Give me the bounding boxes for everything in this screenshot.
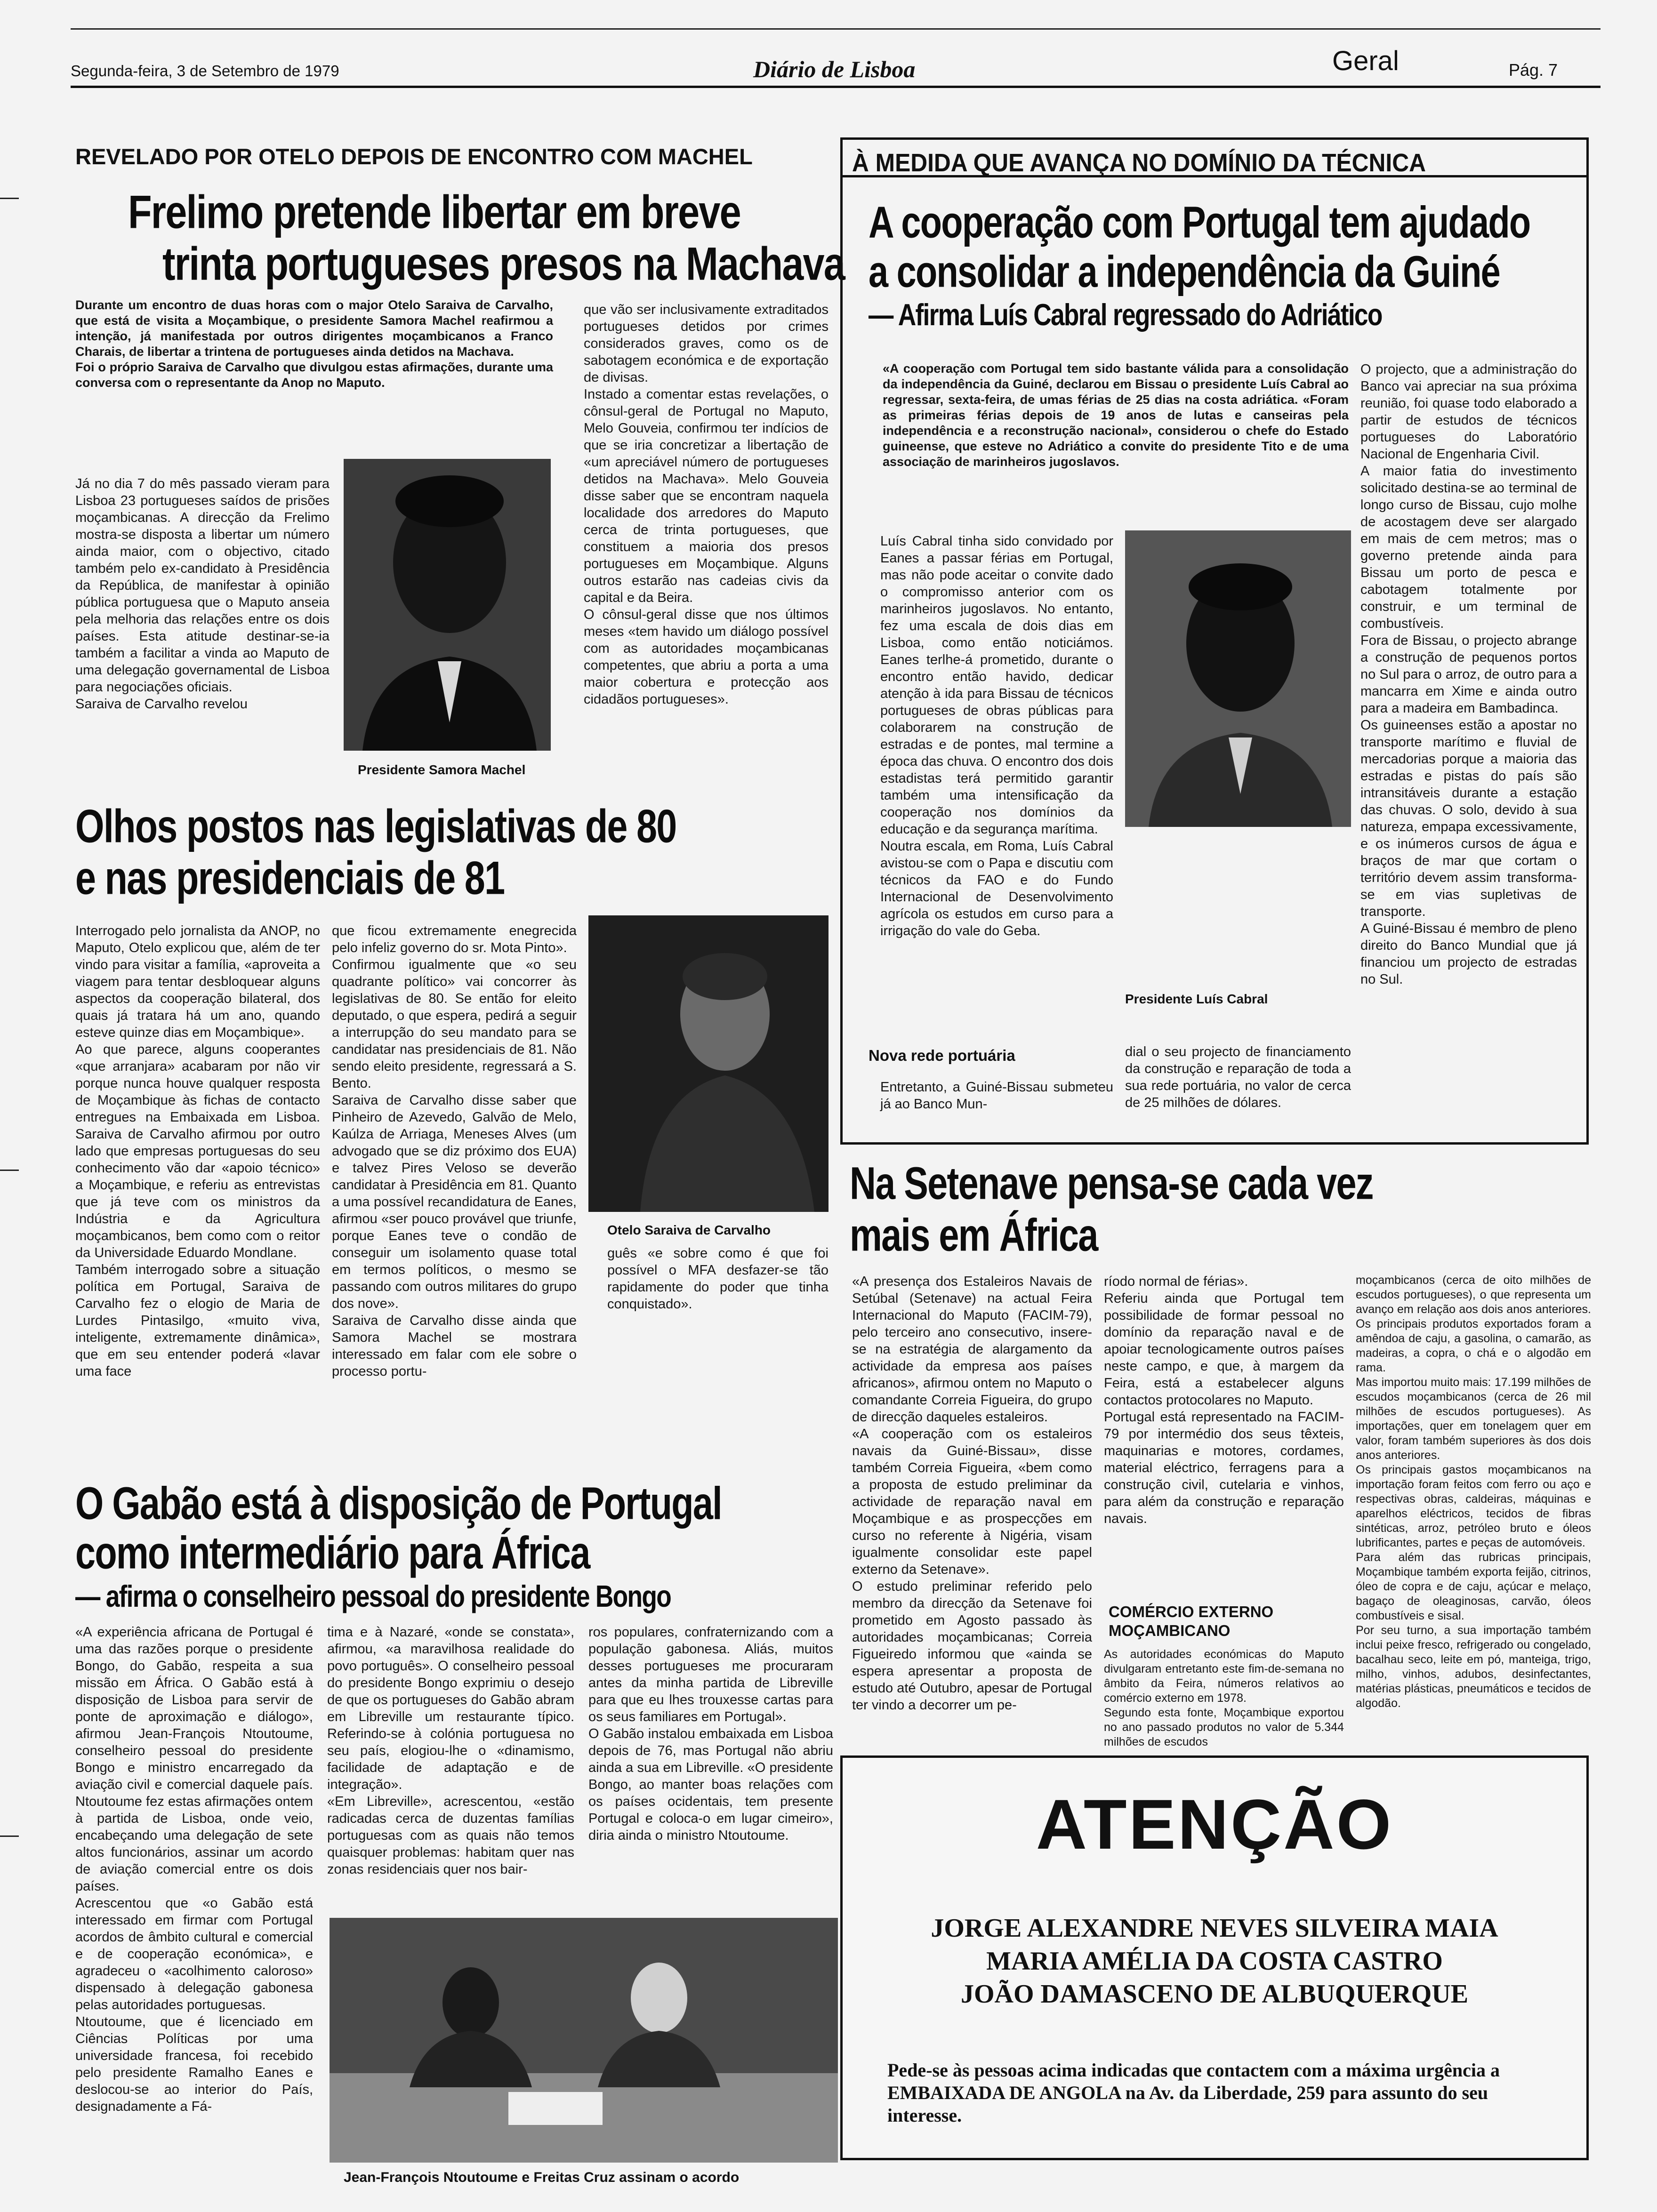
- binding-mark: [0, 198, 19, 199]
- masthead: Diário de Lisboa: [753, 56, 916, 82]
- article-setenave: [843, 1148, 1596, 1748]
- column-3: ros populares, confraternizando com a população gabonesa. Aliás, muitos desses portugueses me procuraram antes da minha partida de Libreville para que eu lhes trouxesse cartas para os seus familiares em Portugal». O Gabão instalou embaixada em Lisboa depois de 76, mas Portugal não abriu ainda a sua em Libreville. «O presidente Bongo, ao manter boas relações com os países ocidentais, tem presente Portugal e coloca-o em lugar cimeiro», diria ainda o ministro Ntoutoume.: [588, 1625, 833, 1843]
- subhead-nova-rede: Nova rede portuária: [869, 1047, 1015, 1064]
- notice-box: [840, 1755, 1589, 2160]
- lead-paragraph: Durante um encontro de duas horas com o major Otelo Saraiva de Carvalho, que está de visita a Moçambique, o presidente Samora Machel reafirmou a intenção, já manifestada por outros dirigentes moçambicanos a Franco Charais, de libertar a trintena de portugueses ainda detidos na Machava. Foi o próprio Saraiva de Carvalho que divulgou estas afirmações, durante uma conversa com o representante da Anop no Maputo.: [75, 298, 553, 390]
- headline-line2: como intermediário para África: [75, 1528, 590, 1579]
- photo-caption: Otelo Saraiva de Carvalho: [607, 1223, 771, 1237]
- article-frelimo: [0, 0, 845, 800]
- photo-luis-cabral: [1125, 530, 1351, 827]
- headline-line1: O Gabão está à disposição de Portugal: [75, 1478, 722, 1530]
- column-1: Já no dia 7 do mês passado vieram para Lisboa 23 portugueses saídos de prisões moçambicanas. A direcção da Frelimo mostra-se disposta a libertar um número ainda maior, com o objectivo, citado também pelo ex-candidato à Presidência da República, de manifestar à opinião pública portuguesa que o Maputo anseia pela melhoria das relações entre os dois países. Esta atitude destinar-se-ia também a facilitar a vinda ao Maputo de uma delegação governamental de Lisboa para negociações oficiais. Saraiva de Carvalho revelou: [75, 476, 330, 712]
- headline-line2: e nas presidenciais de 81: [75, 852, 505, 905]
- column-3: O projecto, que a administração do Banco vai apreciar na sua próxima reunião, foi quase todo elaborado a partir de estudos de técnicos portugueses do Laboratório Nacional de Engenharia Civil. A maior fatia do investimento solicitado destina-se ao terminal de longo curso de Bissau, cujo molhe de acostagem deve ser alargado em mais de cem metros; mas o governo pretende ainda para Bissau um porto de pesca e cabotagem totalmente por construir, e um terminal de combustíveis. Fora de Bissau, o projecto abrange a construção de pequenos portos no Sul para o arroz, de outro para a mancarra em Xime e ainda outro para a madeira em Bambadinca. Os guineenses estão a apostar no transporte marítimo e fluvial de mercadorias porque a maioria das estradas e pistas do país são intransitáveis durante a estação das chuvas. O solo, devido à sua natureza, empapa excessivamente, e os inúmeros cursos de água e braços de mar que cortam o território devem assim transforma-se em vias supletivas de transporte. A Guiné-Bissau é membro de pleno direito do Banco Mundial que já financiou um projecto de estradas no Sul.: [1360, 362, 1577, 987]
- column-3: moçambicanos (cerca de oito milhões de escudos portugueses), o que representa um avanço em relação aos dois anos anteriores. Os principais produtos exportados foram a amêndoa de caju, a gasolina, o camarão, as madeiras, a copra, o chá e o algodão em rama. Mas importou muito mais: 17.199 milhões de escudos moçambicanos (cerca de 26 mil milhões de escudos portugueses). As importações, quer em tonelagem quer em valor, foram também superiores às dos dois anos anteriores. Os principais gastos moçambicanos na importação foram feitos com ferro ou aço e respectivas obras, caldeiras, máquinas e aparelhos eléctricos, tecidos de fibras sintéticas, arroz, petróleo bruto e óleos lubrificantes, partes e peças de automóveis. Para além das rubricas principais, Moçambique também exporta feijão, citrinos, óleo de copra e de caju, açúcar e melaço, bagaço de oleaginosas, carvão, óleos combustíveis e sisal. Por seu turno, a sua importação também inclui peixe fresco, refrigerado ou congelado, bacalhau seco, leite em pó, manteiga, trigo, milho, vinhos, adubos, desinfectantes, matérias plásticas, pneumáticos e tecidos de algodão.: [1356, 1274, 1591, 1710]
- column-1: Interrogado pelo jornalista da ANOP, no Maputo, Otelo explicou que, além de ter vindo para visitar a família, «aproveita a viagem para tentar desbloquear alguns aspectos da cooperação bilateral, dos quais já tratara há um ano, quando esteve quinze dias em Moçambique». Ao que parece, alguns cooperantes «que arranjara» acabaram por não vir porque nunca houve qualquer resposta de Moçambique às fichas de contacto entregues na Embaixada em Lisboa. Saraiva de Carvalho afirmou por outro lado que empresas portuguesas do seu conhecimento vão dar «apoio técnico» a Moçambique, e referiu as entrevistas que já teve com os ministros da Indústria e da Agricultura moçambicanos, bem como com o reitor da Universidade Eduardo Mondlane. Também interrogado sobre a situação política em Portugal, Saraiva de Carvalho fez o elogio de Maria de Lurdes Pintasilgo, «muito viva, inteligente, extremamente dinâmica», que em seu entender poderá «lavar uma face: [75, 923, 320, 1379]
- headline-line1: Olhos postos nas legislativas de 80: [75, 801, 676, 853]
- notice-name-1: JORGE ALEXANDRE NEVES SILVEIRA MAIA: [931, 1914, 1498, 1943]
- column-1: «A presença dos Estaleiros Navais de Setúbal (Setenave) na actual Feira Internacional do Maputo (FACIM-79), pelo terceiro ano consecutivo, insere-se na estratégia de alargamento da actividade da empresa aos países africanos», afirmou ontem no Maputo o comandante Correia Figueira, do grupo de direcção daqueles estaleiros. «A cooperação com os estaleiros navais da Guiné-Bissau», disse também Correia Figueira, «bem como a proposta de estudo preliminar da actividade de reparação naval em Moçambique e as prospecções em curso no referente à Nigéria, visam igualmente consolidar este papel externo da Setenave». O estudo preliminar referido pelo membro da direcção da Setenave foi prometido em Agosto passado às autoridades moçambicanas; Correia Figueiredo informou que «ainda se espera apresentar a proposta de estudo até Outubro, apesar de Portugal ter vindo a decorrer um pe-: [852, 1274, 1092, 1713]
- column-2: que ficou extremamente enegrecida pelo infeliz governo do sr. Mota Pinto». Confirmou igualmente que «o seu quadrante político» vai concorrer às legislativas de 80. Se então for eleito deputado, o que espera, pedirá a seguir a interrupção do seu mandato para se candidatar nas presidenciais de 81. Não sendo eleito presidente, regressará a S. Bento. Saraiva de Carvalho disse saber que Pinheiro de Azevedo, Galvão de Melo, Kaúlza de Arriaga, Meneses Alves (um advogado que se diz próximo dos EUA) e talvez Pires Veloso se deverão candidatar à Presidência em 81. Quanto a uma possível recandidatura de Eanes, afirmou «ser pouco provável que triunfe, porque Eanes teve o condão de conseguir um isolamento quase total em termos políticos, o mesmo se passando com outros militares do grupo dos nove». Saraiva de Carvalho disse ainda que Samora Machel se mostrara interessado em falar com ele sobre o processo portu-: [332, 923, 577, 1379]
- photo-caption: Presidente Luís Cabral: [1125, 992, 1268, 1006]
- column-1b: Entretanto, a Guiné-Bissau submeteu já ao Banco Mun-: [880, 1080, 1113, 1112]
- photo-caption: Jean-François Ntoutoume e Freitas Cruz assinam o acordo: [344, 2170, 740, 2185]
- column-1: «A experiência africana de Portugal é uma das razões porque o presidente Bongo, do Gabão, respeita a sua missão em África. O Gabão está à disposição de Lisboa para servir de ponte de aproximação e diálogo», afirmou Jean-François Ntoutoume, conselheiro pessoal do presidente Bongo e ministro encarregado da aviação civil e comercial daquele país. Ntoutoume fez estas afirmações ontem à partida de Lisboa, onde veio, encabeçando uma delegação de sete altos funcionários, assinar um acordo de aviação comercial entre os dois países. Acrescentou que «o Gabão está interessado em firmar com Portugal acordos de âmbito cultural e comercial e de cooperação económica», e agradeceu o «acolhimento caloroso» dispensado à delegação gabonesa pelas autoridades portuguesas. Ntoutoume, que é licenciado em Ciências Políticas por uma universidade francesa, foi recebido pelo presidente Ramalho Eanes e deslocou-se ao interior do País, designadamente a Fá-: [75, 1625, 313, 2114]
- article-guine-box: [840, 137, 1589, 1145]
- column-3: guês «e sobre como é que foi possível o MFA desfazer-se tão rapidamente do poder que tinha conquistado».: [607, 1246, 828, 1312]
- subhead: — Afirma Luís Cabral regressado do Adriático: [869, 298, 1382, 332]
- notice-body: Pede-se às pessoas acima indicadas que contactem com a máxima urgência a EMBAIXADA DE ANGOLA na Av. da Liberdade, 259 para assunto do seu interesse.: [887, 2060, 1500, 2126]
- notice-name-2: MARIA AMÉLIA DA COSTA CASTRO: [986, 1947, 1443, 1976]
- section-label: Geral: [1332, 46, 1399, 76]
- kicker: À MEDIDA QUE AVANÇA NO DOMÍNIO DA TÉCNICA: [852, 149, 1426, 177]
- notice-title: ATENÇÃO: [1036, 1785, 1393, 1864]
- headline-line1: A cooperação com Portugal tem ajudado: [869, 197, 1530, 247]
- headline-line1: Na Setenave pensa-se cada vez: [850, 1158, 1373, 1210]
- column-2: tima e à Nazaré, «onde se constata», afirmou, «a maravilhosa realidade do povo português». O conselheiro pessoal do presidente Bongo exprimiu o desejo de que os portugueses do Gabão abram em Libreville um restaurante típico. Referindo-se à colónia portuguesa no seu país, elogiou-lhe o «dinamismo, facilidade de adaptação e de integração». «Em Libreville», acrescentou, «estão radicadas cerca de duzentas famílias portuguesas com as quais não temos quaisquer problemas: habitam quer nas zonas residenciais quer nos bair-: [327, 1625, 574, 1877]
- column-2b: dial o seu projecto de financiamento da construção e reparação de toda a sua rede portuária, no valor de cerca de 25 milhões de dólares.: [1125, 1044, 1351, 1110]
- subhead-comercio: COMÉRCIO EXTERNO MOÇAMBICANO: [1109, 1603, 1274, 1639]
- photo-caption: Presidente Samora Machel: [358, 762, 526, 777]
- article-gabao: [0, 1478, 838, 2193]
- headline-line2: a consolidar a independência da Guiné: [869, 246, 1500, 297]
- photo-signing: [330, 1918, 838, 2163]
- page-number: Pág. 7: [1509, 60, 1558, 80]
- binding-mark: [0, 1835, 19, 1837]
- column-2: ríodo normal de férias». Referiu ainda que Portugal tem possibilidade de formar pessoal no domínio da reparação naval e de apoiar tecnologicamente outros países neste campo, e que, à margem da Feira, está a estabelecer alguns contactos protocolares no Maputo. Portugal está representado na FACIM-79 por intermédio dos seus têxteis, maquinarias e motores, cordames, material eléctrico, ferragens para a construção civil, cutelaria e vinhos, para além da construção e reparação navais.: [1104, 1274, 1344, 1526]
- headline-line2: mais em África: [850, 1210, 1098, 1261]
- kicker: REVELADO POR OTELO DEPOIS DE ENCONTRO COM MACHEL: [75, 144, 753, 169]
- article-olhos-postos: [0, 800, 838, 1506]
- notice-name-3: JOÃO DAMASCENO DE ALBUQUERQUE: [960, 1980, 1469, 2009]
- header-date: Segunda-feira, 3 de Setembro de 1979: [71, 62, 339, 80]
- photo-samora-machel: [344, 459, 551, 751]
- column-1: Luís Cabral tinha sido convidado por Eanes a passar férias em Portugal, mas não pode aceitar o convite dado o compromisso anterior com os marinheiros jugoslavos. No entanto, fez uma escala de dois dias em Lisboa, como então noticiámos. Eanes terlhe-á prometido, durante o encontro então havido, dedicar atenção à ida para Bissau de técnicos portugueses de obras públicas para colaborarem na construção de estradas e de pontes, mal termine a época das chuva. O encontro dos dois estadistas terá permitido garantir também uma intensificação da cooperação nos domínios da educação e da segurança marítima. Noutra escala, em Roma, Luís Cabral avistou-se com o Papa e discutiu com técnicos da FAO e do Fundo Internacional de Desenvolvimento agrícola os estudos em curso para a irrigação do vale do Geba.: [880, 534, 1113, 938]
- photo-otelo: [588, 915, 828, 1212]
- binding-mark: [0, 1170, 19, 1171]
- subhead: — afirma o conselheiro pessoal do presidente Bongo: [75, 1579, 671, 1614]
- headline-line2: trinta portugueses presos na Machava: [162, 238, 845, 290]
- column-2: que vão ser inclusivamente extraditados portugueses detidos por crimes considerados graves, como os de sabotagem económica e de exportação de divisas. Instado a comentar estas revelações, o cônsul-geral de Portugal no Maputo, Melo Gouveia, confirmou ter indícios de que se iria concretizar a libertação de «um apreciável número de portugueses detidos na Machava». Melo Gouveia disse saber que se encontram naquela localidade dos arredores do Maputo cerca de trinta portugueses, que constituem a maioria dos presos portugueses em Moçambique. Alguns outros estarão nas cadeias civis da capital e da Beira. O cônsul-geral disse que nos últimos meses «tem havido um diálogo possível com as autoridades moçambicanas competentes, que abriu a porta a uma maior cobertura e protecção aos cidadãos portugueses».: [584, 302, 828, 707]
- lead-paragraph: «A cooperação com Portugal tem sido bastante válida para a consolidação da independência da Guiné, declarou em Bissau o presidente Luís Cabral ao regressar, sexta-feira, de umas férias de 25 dias na costa adriática. «Foram as primeiras férias depois de 19 anos de lutas e canseiras pela independência e a reconstrução nacional», considerou o chefe do Estado guineense, que esteve no Adriático a convite do presidente Tito e de uma associação de marinheiros jugoslavos.: [883, 361, 1349, 469]
- headline-line1: Frelimo pretende libertar em breve: [128, 186, 740, 239]
- column-2b: As autoridades económicas do Maputo divulgaram entretanto este fim-de-semana no âmbito da Feira, números relativos ao comércio externo em 1978. Segundo esta fonte, Moçambique exportou no ano passado produtos no valor de 5.344 milhões de escudos: [1104, 1648, 1344, 1748]
